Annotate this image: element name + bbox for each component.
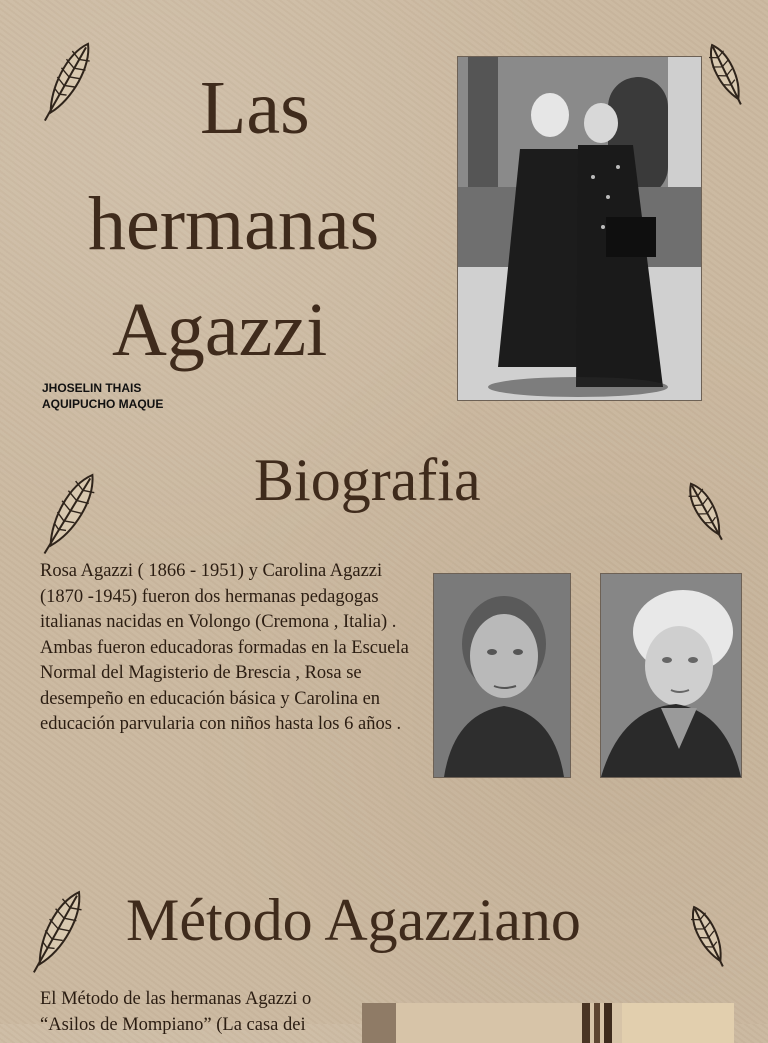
feather-icon	[26, 884, 86, 980]
sisters-photo	[457, 56, 702, 401]
method-heading: Método Agazziano	[126, 887, 581, 953]
title-line-2: hermanas	[88, 182, 380, 266]
feather-icon	[682, 902, 734, 972]
feather-icon	[38, 36, 94, 128]
method-photo	[362, 1003, 734, 1043]
author-line-1: JHOSELIN THAIS	[42, 381, 142, 395]
title-line-1: Las	[200, 66, 310, 150]
feather-icon	[680, 478, 732, 546]
author-line-2: AQUIPUCHO MAQUE	[42, 397, 164, 411]
feather-icon	[700, 40, 752, 110]
rosa-agazzi-portrait	[433, 573, 571, 778]
biography-heading: Biografia	[254, 447, 481, 513]
method-text: El Método de las hermanas Agazzi o “Asilos de Mompiano” (La casa dei	[40, 989, 312, 1035]
feather-icon	[38, 466, 98, 562]
author	[42, 380, 163, 412]
biography-text: Rosa Agazzi ( 1866 - 1951) y Carolina Agazzi (1870 -1945) fueron dos hermanas pedagogas italianas nacidas en Volongo (Cremona , Italia) . Ambas fueron educadoras formadas en la Escuela Normal del Magisterio de Brescia , Rosa se desempeño en educación básica y Carolina en educación parvularia con niños hasta los 6 años .	[40, 561, 409, 734]
title-line-3: Agazzi	[112, 288, 328, 372]
carolina-agazzi-portrait	[600, 573, 742, 778]
